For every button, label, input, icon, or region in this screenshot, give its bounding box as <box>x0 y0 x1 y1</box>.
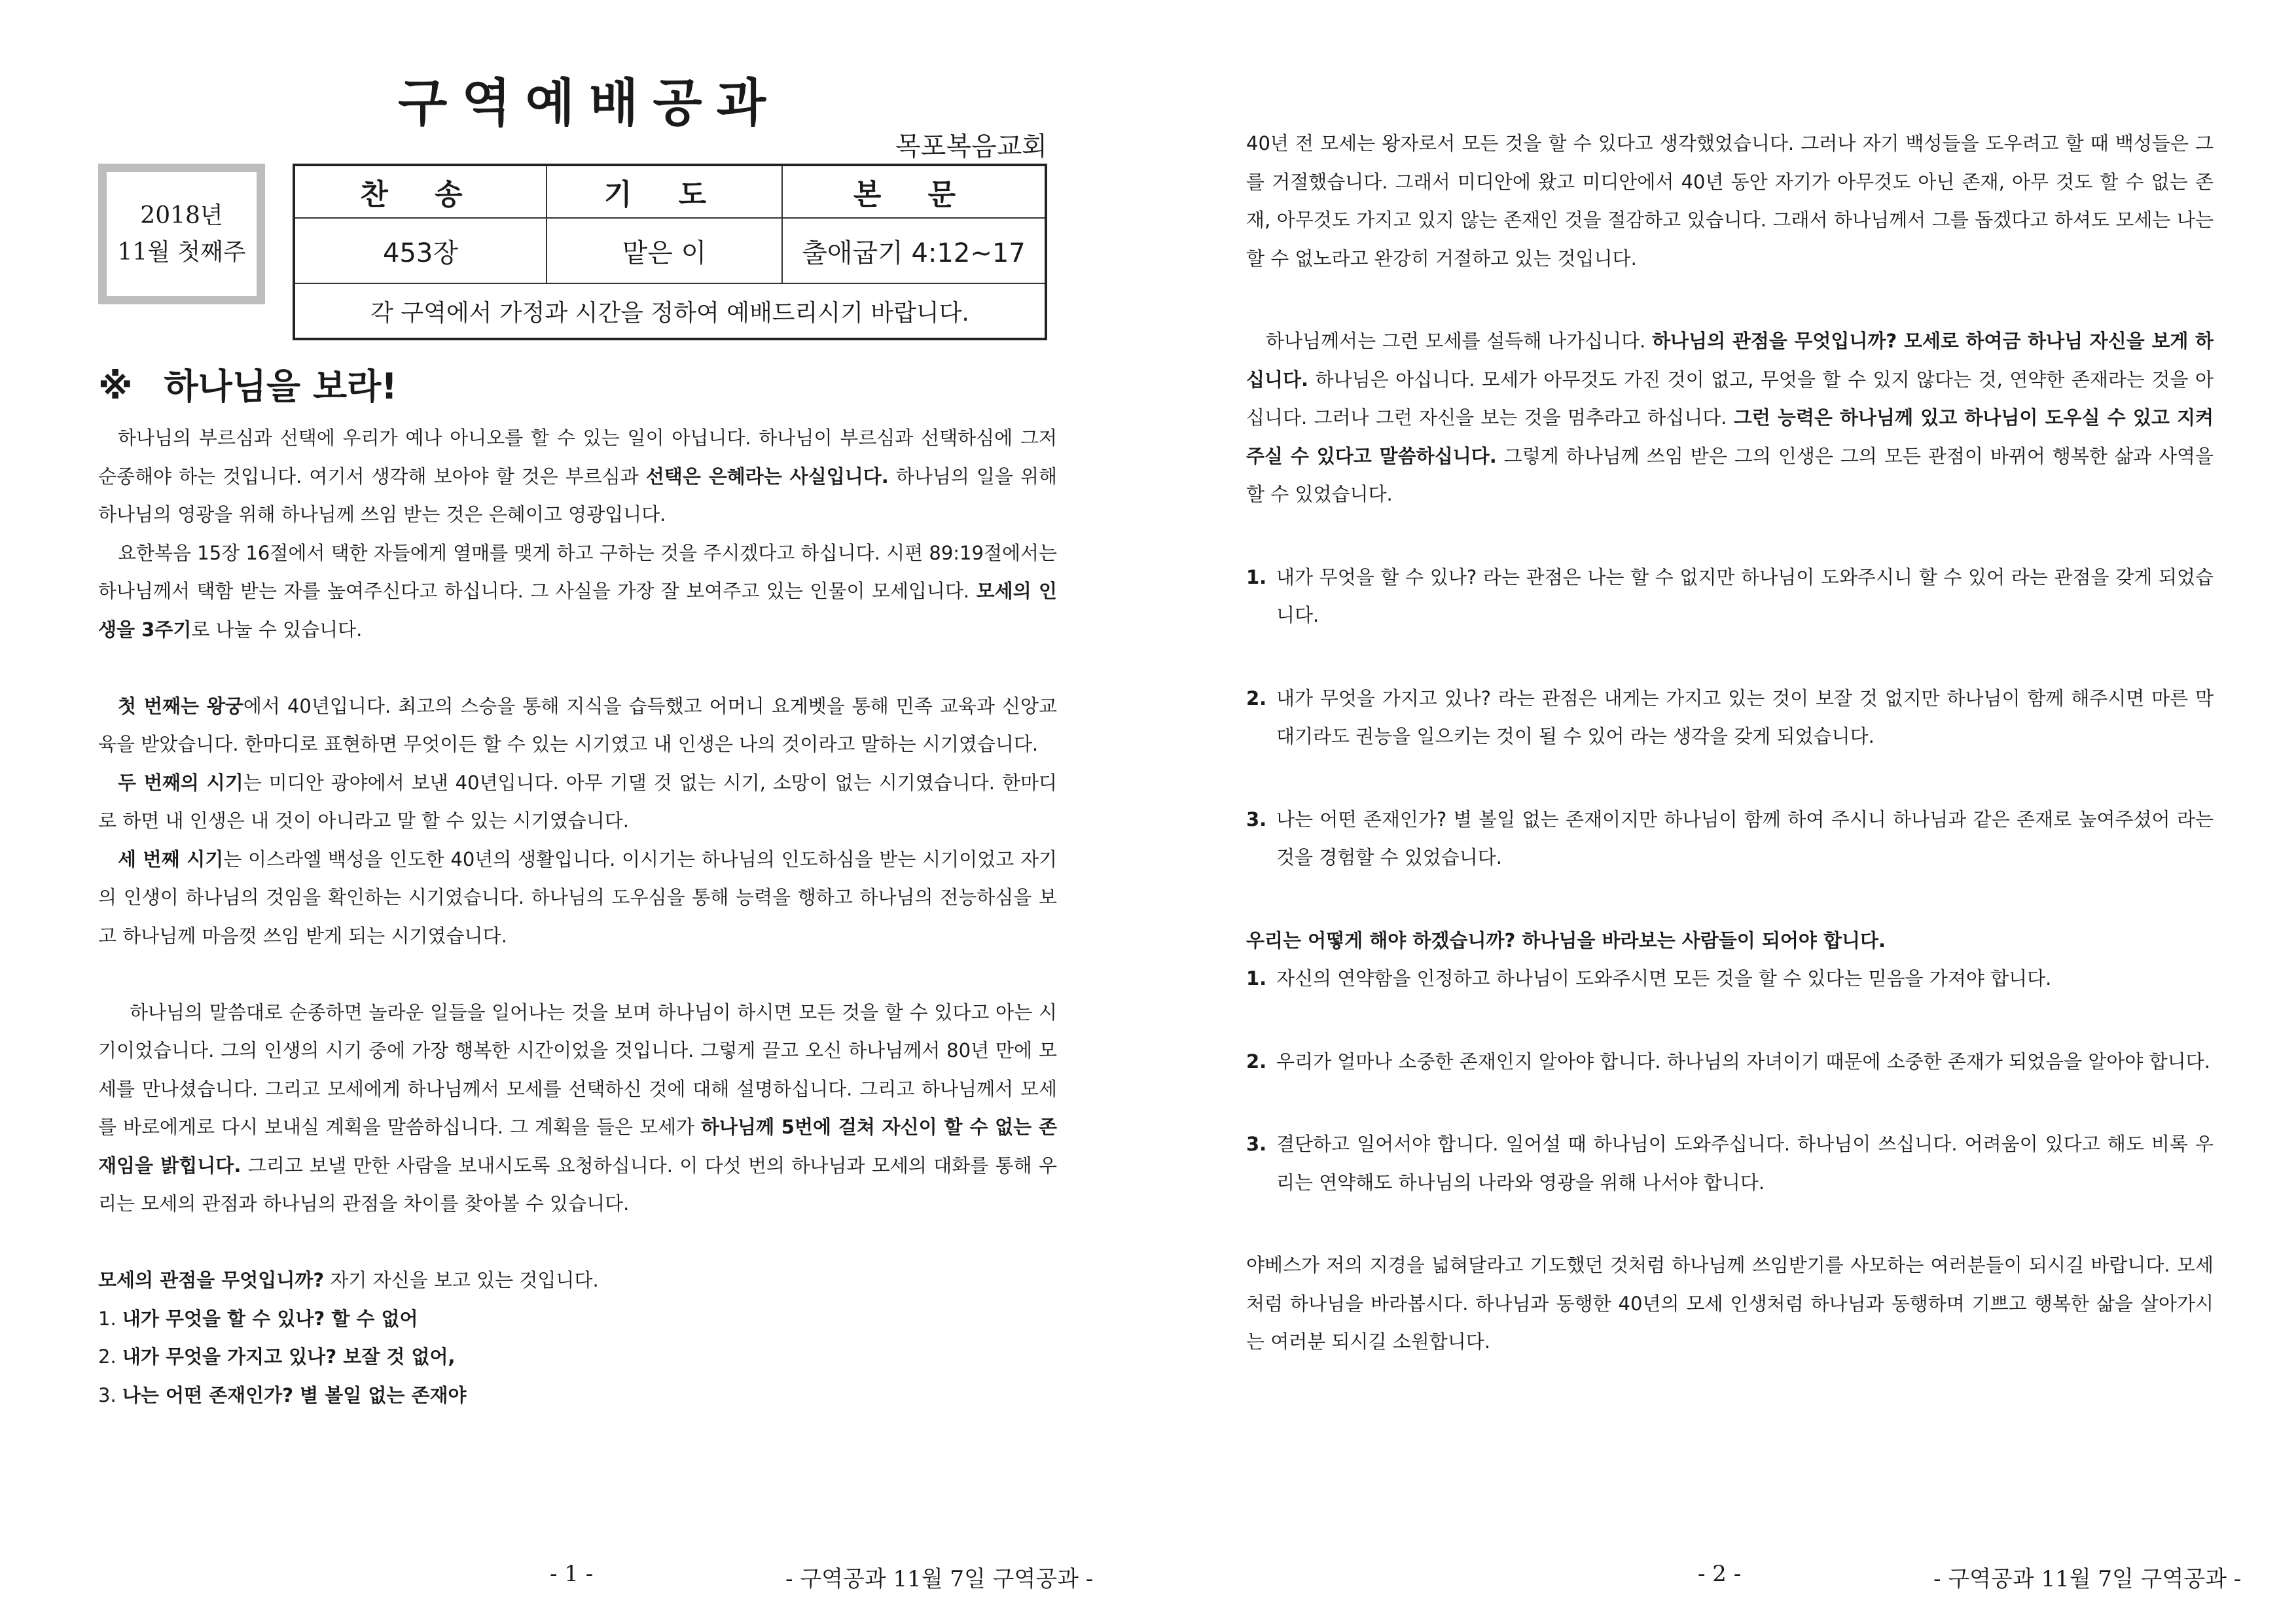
list-item: 2. 내가 무엇을 가지고 있나? 라는 관점은 내게는 가지고 있는 것이 보잘 것 없지만 하나님이 함께 해주시면 마른 막대기라도 권능을 일으키는 것이 될 수 있어 라는 생각을 갖게 되었습니다. <box>1246 687 2214 747</box>
header-prayer: 기 도 <box>547 166 783 217</box>
page-2-body <box>1246 124 2214 1361</box>
sermon-heading <box>98 359 397 409</box>
list-item: 1. 자신의 연약함을 인정하고 하나님이 도와주시면 모든 것을 할 수 있다는 믿음을 가져야 합니다. <box>1246 967 2052 990</box>
paragraph: 세 번째 시기는 이스라엘 백성을 인도한 40년의 생활입니다. 이시기는 하나님의 인도하심을 받는 시기이었고 자기의 인생이 하나님의 것임을 확인하는 시기였습니다. 하나님의 도우심을 통해 능력을 행하고 하나님의 전능하심을 보고 하나님께 마음껏 쓰임 받게 되는 시기였습니다. <box>98 847 1057 947</box>
paragraph: 요한복음 15장 16절에서 택한 자들에게 열매를 맺게 하고 구하는 것을 주시겠다고 하십니다. 시편 89:19절에서는 하나님께서 택함 받는 자를 높여주신다고 하십니다. 그 사실을 가장 잘 보여주고 있는 인물이 모세입니다. 모세의 인생을 3주기로 나눌 수 있습니다. <box>98 541 1058 641</box>
table-header-row <box>295 166 1045 219</box>
paragraph: 두 번째의 시기는 미디안 광야에서 보낸 40년입니다. 아무 기댈 것 없는 시기, 소망이 없는 시기였습니다. 한마디로 하면 내 인생은 내 것이 아니라고 말 할 수 있는 시기였습니다. <box>98 771 1057 832</box>
value-prayer: 맡은 이 <box>547 219 783 283</box>
paragraph: 하나님의 말씀대로 순종하면 놀라운 일들을 일어나는 것을 보며 하나님이 하시면 모든 것을 할 수 있다고 아는 시기이었습니다. 그의 인생의 시기 중에 가장 행복한 시간이었을 것입니다. 그렇게 끌고 오신 하나님께서 80년 만에 모세를 만나셨습니다. 그리고 모세에게 하나님께서 모세를 선택하신 것에 대해 설명하십니다. 그리고 하나님께서 모세를 바로에게로 다시 보내실 계획을 말씀하십니다. 그 계획을 들은 모세가 하나님께 5번에 걸쳐 자신이 할 수 없는 존재임을 밝힙니다. 그리고 보낼 만한 사람을 보내시도록 요청하십니다. 이 다섯 번의 하나님과 모세의 대화를 통해 우리는 모세의 관점과 하나님의 관점을 차이를 찾아볼 수 있습니다. <box>98 1001 1057 1215</box>
list-item: 1. 내가 무엇을 할 수 있나? 할 수 없어 <box>98 1307 418 1330</box>
closing-paragraph: 야베스가 저의 지경을 넓혀달라고 기도했던 것처럼 하나님께 쓰임받기를 사모하는 여러분들이 되시길 바랍니다. 모세처럼 하나님을 바라봅시다. 하나님과 동행한 40년의 모세 인생처럼 하나님과 동행하며 기쁘고 행복한 삶을 살아가시는 여러분 되시길 소원합니다. <box>1246 1254 2214 1353</box>
list-item: 2. 내가 무엇을 가지고 있나? 보잘 것 없어, <box>98 1346 456 1368</box>
page-number: - 1 - <box>550 1561 594 1587</box>
page-title: 구역예배공과 <box>397 74 781 133</box>
list-item: 3. 나는 어떤 존재인가? 별 볼일 없는 존재이지만 하나님이 함께 하여 주시니 하나님과 같은 존재로 높여주셨어 라는 것을 경험할 수 있었습니다. <box>1246 808 2214 868</box>
question-line: 모세의 관점을 무엇입니까? 자기 자신을 보고 있는 것입니다. <box>98 1269 599 1291</box>
footer-title: - 구역공과 11월 7일 구역공과 - <box>1933 1566 2242 1592</box>
value-scripture: 출애굽기 4:12~17 <box>802 238 1026 268</box>
page-1-body <box>98 419 1057 1414</box>
page-number: - 2 - <box>1698 1561 1742 1587</box>
date-year: 2018년 <box>140 202 223 229</box>
list-item: 1. 내가 무엇을 할 수 있나? 라는 관점은 나는 할 수 없지만 하나님이 도와주시니 할 수 있어 라는 관점을 갖게 되었습니다. <box>1246 565 2214 626</box>
paragraph: 하나님의 부르심과 선택에 우리가 예나 아니오를 할 수 있는 일이 아닙니다. 하나님이 부르심과 선택하심에 그저 순종해야 하는 것입니다. 여기서 생각해 보아야 할 것은 부르심과 선택은 은혜라는 사실입니다. 하나님의 일을 위해 하나님의 영광을 위해 하나님께 쓰임 받는 것은 은혜이고 영광입니다. <box>98 427 1057 526</box>
church-name: 목포복음교회 <box>895 132 1047 162</box>
list-item: 3. 나는 어떤 존재인가? 별 볼일 없는 존재야 <box>98 1383 467 1406</box>
table-value-row <box>295 219 1045 284</box>
footer-title: - 구역공과 11월 7일 구역공과 - <box>785 1566 1094 1592</box>
date-box <box>98 164 265 304</box>
reference-mark-icon: ※ <box>98 366 133 407</box>
table-note-row <box>295 284 1045 338</box>
paragraph: 첫 번째는 왕궁에서 40년입니다. 최고의 스승을 통해 지식을 습득했고 어머니 요게벳을 통해 민족 교육과 신앙교육을 받았습니다. 한마디로 표현하면 무엇이든 할 수 있는 시기였고 내 인생은 나의 것이라고 말하는 시기였습니다. <box>98 694 1057 755</box>
header-hymn: 찬 송 <box>295 166 547 217</box>
paragraph: 하나님께서는 그런 모세를 설득해 나가십니다. 하나님의 관점을 무엇입니까? 모세로 하여금 하나님 자신을 보게 하십니다. 하나님은 아십니다. 모세가 아무것도 가진 것이 없고, 무엇을 할 수 있지 않다는 것, 연약한 존재라는 것을 아십니다. 그러나 그런 자신을 보는 것을 멈추라고 하십니다. 그런 능력은 하나님께 있고 하나님이 도우실 수 있고 지켜주실 수 있다고 말씀하십니다. 그렇게 하나님께 쓰임 받은 그의 인생은 그의 모든 관점이 바뀌어 행복한 삶과 사역을 할 수 있었습니다. <box>1246 330 2214 505</box>
date-week: 11월 첫째주 <box>117 238 246 266</box>
header-scripture: 본 문 <box>853 178 975 211</box>
paragraph: 40년 전 모세는 왕자로서 모든 것을 할 수 있다고 생각했었습니다. 그러나 자기 백성들을 도우려고 할 때 백성들은 그를 거절했습니다. 그래서 미디안에 왔고 미디안에서 40년 동안 자기가 아무것도 아닌 존재, 아무 것도 할 수 없는 존재, 아무것도 가지고 있지 않는 존재인 것을 절감하고 있습니다. 그래서 하나님께서 그를 돕겠다고 하셔도 모세는 나는 할 수 없노라고 완강히 거절하고 있는 것입니다. <box>1246 132 2214 270</box>
table-note: 각 구역에서 가정과 시간을 정하여 예배드리시기 바랍니다. <box>370 299 969 327</box>
list-item: 3. 결단하고 일어서야 합니다. 일어설 때 하나님이 도와주십니다. 하나님이 쓰십니다. 어려움이 있다고 해도 비록 우리는 연약해도 하나님의 나라와 영광을 위해 나서야 합니다. <box>1246 1133 2214 1194</box>
page-2 <box>1148 0 2296 1623</box>
sermon-title: 하나님을 보라! <box>164 366 397 407</box>
subheading: 우리는 어떻게 해야 하겠습니까? 하나님을 바라보는 사람들이 되어야 합니다. <box>1246 929 1886 952</box>
value-hymn: 453장 <box>295 219 547 283</box>
list-item: 2. 우리가 얼마나 소중한 존재인지 알아야 합니다. 하나님의 자녀이기 때문에 소중한 존재가 되었음을 알아야 합니다. <box>1246 1050 2210 1073</box>
service-info-table <box>293 164 1047 340</box>
